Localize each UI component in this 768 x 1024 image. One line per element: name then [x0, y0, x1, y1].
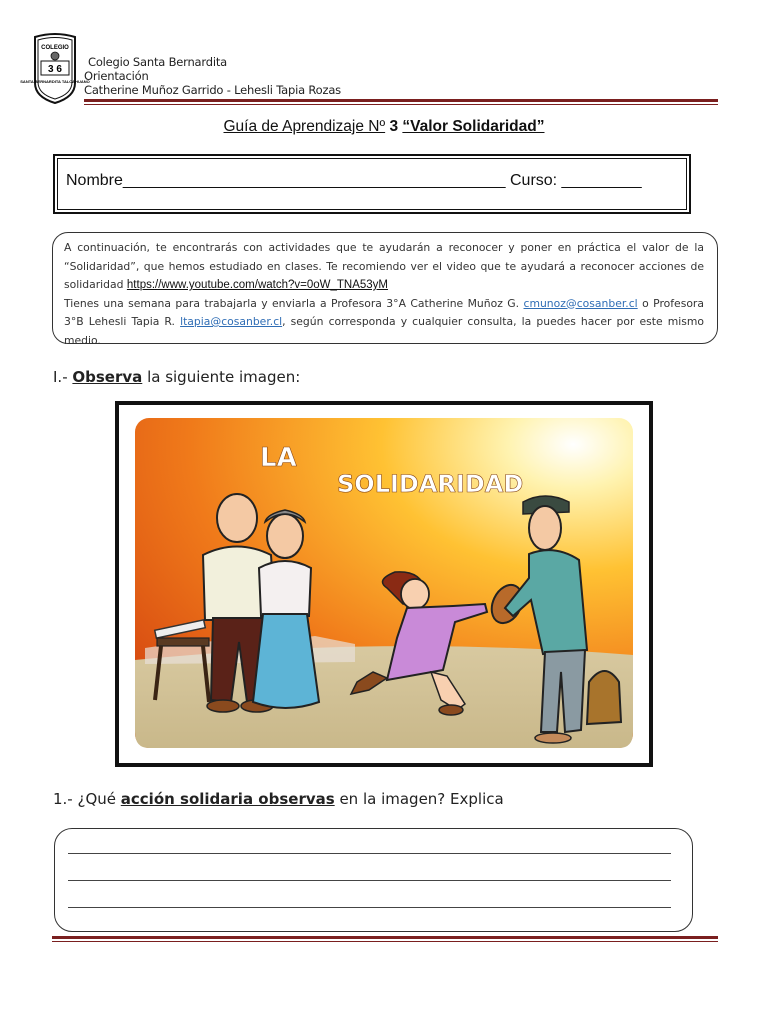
name-course-field[interactable]: Nombre___________________________________________ Curso: _________ [66, 172, 642, 189]
section-rest: la siguiente imagen: [147, 368, 301, 386]
sack-bag [587, 671, 621, 724]
instructions-closing: , según corresponda y cualquier consulta, la puedes hacer por este mismo medio. [64, 315, 704, 347]
illustration-title-line1: LA [260, 443, 297, 473]
illustration-title-line2: SOLIDARIDAD [337, 470, 524, 498]
header-divider-thin [84, 104, 718, 105]
section-number: I.- [53, 368, 68, 386]
guide-title-value: “Valor Solidaridad” [402, 118, 545, 135]
section-verb: Observa [72, 368, 143, 386]
answer-line[interactable] [68, 853, 671, 854]
logo-bottom-text: SANTA BERNARDITA TALCAHUANO [20, 79, 90, 84]
footer-divider-thick [52, 936, 718, 939]
question-emphasis: acción solidaria observas [120, 790, 335, 808]
school-name: Colegio Santa Bernardita [88, 55, 227, 69]
department-name: Orientación [84, 69, 149, 83]
school-crest-logo [20, 33, 90, 105]
instructions-deadline: Tienes una semana para trabajarla y enviarla a Profesora 3°A Catherine Muñoz G. [64, 296, 520, 310]
answer-line[interactable] [68, 907, 671, 908]
email-link-ltapia[interactable]: ltapia@cosanber.cl [180, 315, 283, 328]
teacher-names: Catherine Muñoz Garrido - Lehesli Tapia Rozas [84, 83, 341, 97]
question-rest: en la imagen? Explica [339, 790, 504, 808]
answer-line[interactable] [68, 880, 671, 881]
section-heading [53, 368, 300, 386]
header-divider-thick [84, 99, 718, 102]
instructions-intro: A continuación, te encontrarás con actividades que te ayudarán a reconocer y poner en práctica el valor de la “Solidaridad”, que hemos estudiado en clases. Te recomiendo ver el video que te ayudará a reconocer acciones de solidaridad [64, 241, 704, 291]
footer-divider-thin [52, 941, 718, 942]
instructions-text [64, 239, 704, 350]
guide-number: 3 [389, 118, 399, 135]
logo-top-text: COLEGIO [41, 45, 69, 51]
email-link-cmunoz[interactable]: cmunoz@cosanber.cl [523, 296, 638, 310]
guide-title-prefix: Guía de Aprendizaje Nº [223, 118, 386, 135]
question-1 [53, 790, 504, 808]
logo-numbers: 3 6 [48, 64, 62, 75]
question-prefix: 1.- ¿Qué [53, 790, 116, 808]
solidarity-illustration [125, 410, 643, 758]
guide-title [0, 118, 768, 136]
video-link[interactable]: https://www.youtube.com/watch?v=0oW_TNA53yM [126, 279, 389, 291]
instructions-or: o Profesora 3°B Lehesli Tapia R. [64, 296, 704, 328]
